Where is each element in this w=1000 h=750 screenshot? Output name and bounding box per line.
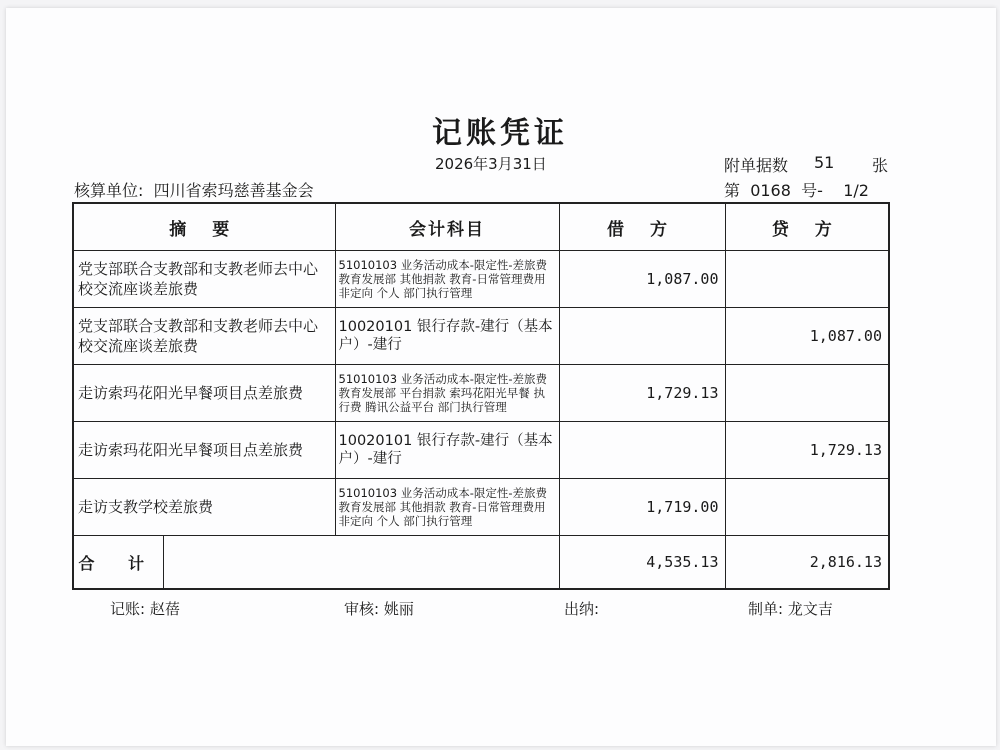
reviewer-label: 审核: [344, 600, 380, 618]
voucher-no-value: 0168 [750, 181, 791, 200]
total-row [73, 536, 889, 590]
voucher-number [724, 178, 869, 201]
entry-credit [725, 365, 889, 422]
unit-name: 四川省索玛慈善基金会 [153, 181, 314, 200]
entry-debit: 1,729.13 [559, 365, 725, 422]
unit-label: 核算单位: [74, 181, 144, 200]
attachment-unit: 张 [872, 156, 889, 175]
header-debit: 借 方 [559, 203, 725, 251]
table-row [73, 479, 889, 536]
attachment-count [724, 153, 889, 176]
table-row [73, 365, 889, 422]
attachment-label: 附单据数 [724, 156, 789, 175]
table-row [73, 308, 889, 365]
maker-label: 制单: [748, 600, 784, 618]
reviewer-name: 姚丽 [383, 600, 414, 618]
total-blank [163, 536, 559, 590]
entry-credit: 1,729.13 [725, 422, 889, 479]
reviewer-signoff [344, 598, 414, 619]
bookkeeper-name: 赵蓓 [149, 600, 180, 618]
total-label: 合 计 [73, 536, 163, 590]
entry-summary: 党支部联合支教部和支教老师去中心校交流座谈差旅费 [73, 251, 335, 308]
total-debit: 4,535.13 [559, 536, 725, 590]
attachment-number: 51 [814, 153, 835, 172]
entry-credit [725, 251, 889, 308]
entry-account: 51010103 业务活动成本-限定性-差旅费 教育发展部 其他捐款 教育-日常管理费用 非定向 个人 部门执行管理 [335, 251, 559, 308]
entry-account: 51010103 业务活动成本-限定性-差旅费 教育发展部 其他捐款 教育-日常管理费用 非定向 个人 部门执行管理 [335, 479, 559, 536]
bookkeeper-label: 记账: [110, 600, 146, 618]
table-row [73, 251, 889, 308]
table-row [73, 422, 889, 479]
entry-account: 10020101 银行存款-建行（基本户）-建行 [335, 308, 559, 365]
entry-credit: 1,087.00 [725, 308, 889, 365]
entry-debit: 1,087.00 [559, 251, 725, 308]
entry-account: 10020101 银行存款-建行（基本户）-建行 [335, 422, 559, 479]
maker-signoff [748, 598, 833, 619]
voucher-prefix: 第 [724, 181, 741, 200]
entry-summary: 走访索玛花阳光早餐项目点差旅费 [73, 365, 335, 422]
entry-debit: 1,719.00 [559, 479, 725, 536]
bookkeeper-signoff [110, 598, 180, 619]
maker-name: 龙文吉 [787, 600, 833, 618]
entry-debit [559, 422, 725, 479]
entry-account: 51010103 业务活动成本-限定性-差旅费 教育发展部 平台捐款 索玛花阳光早餐 执行费 腾讯公益平台 部门执行管理 [335, 365, 559, 422]
header-account: 会计科目 [335, 203, 559, 251]
cashier-signoff [564, 598, 599, 619]
document-title: 记账凭证 [432, 116, 568, 151]
header-summary: 摘 要 [73, 203, 335, 251]
voucher-suffix: 号- [801, 181, 823, 200]
table-header-row [73, 203, 889, 251]
entry-debit [559, 308, 725, 365]
entry-summary: 走访支教学校差旅费 [73, 479, 335, 536]
total-credit: 2,816.13 [725, 536, 889, 590]
entry-credit [725, 479, 889, 536]
cashier-label: 出纳: [564, 600, 600, 618]
entry-summary: 走访索玛花阳光早餐项目点差旅费 [73, 422, 335, 479]
entry-summary: 党支部联合支教部和支教老师去中心校交流座谈差旅费 [73, 308, 335, 365]
header-credit: 贷 方 [725, 203, 889, 251]
accounting-unit [74, 178, 314, 201]
voucher-page: 1/2 [843, 181, 869, 200]
voucher-table [72, 202, 890, 590]
voucher-date: 2026年3月31日 [435, 155, 547, 173]
